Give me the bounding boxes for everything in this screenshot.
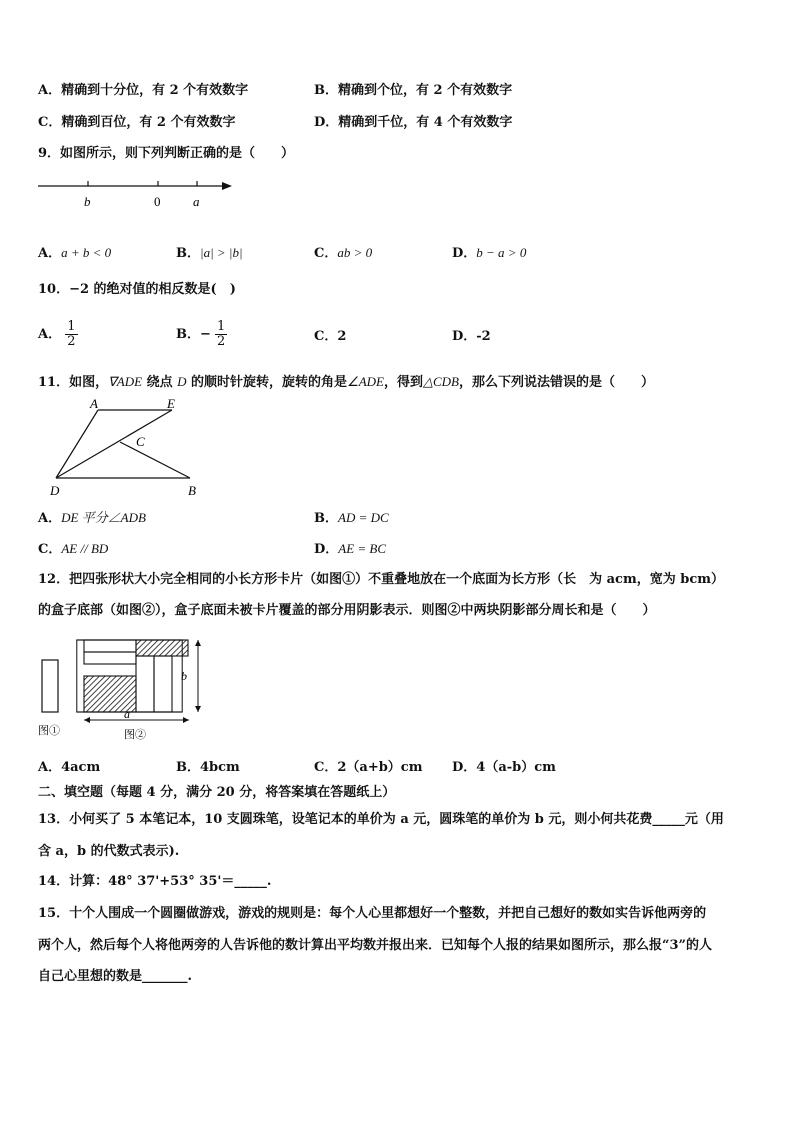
q9-option-d-letter: D． bbox=[452, 246, 477, 261]
q11-stem-math4: △CDB bbox=[423, 374, 459, 389]
q9-option-c bbox=[314, 244, 372, 263]
q10-option-b bbox=[176, 320, 227, 349]
q9-option-b-math: |a| > |b| bbox=[200, 245, 243, 260]
q12-option-c: C．2（a+b）cm bbox=[314, 760, 423, 775]
q11-option-a bbox=[38, 509, 146, 528]
q11-stem-part2: 绕点 bbox=[142, 375, 178, 390]
fig1-card bbox=[42, 660, 58, 712]
segment-da bbox=[56, 410, 98, 478]
label-d: D bbox=[50, 483, 60, 498]
q11-stem-part5: ，那么下列说法错误的是（ ） bbox=[459, 375, 655, 390]
q11-option-d bbox=[314, 540, 386, 559]
q11-option-b bbox=[314, 509, 389, 528]
fraction-numerator: 1 bbox=[217, 319, 226, 334]
q9-option-d bbox=[452, 244, 526, 263]
q11-stem-math1: ∇ADE bbox=[108, 374, 143, 389]
q9-stem: 9．如图所示，则下列判断正确的是（ ） bbox=[38, 146, 295, 161]
q11-stem-part4: ，得到 bbox=[383, 375, 423, 390]
q11-option-c bbox=[38, 540, 108, 559]
q9-option-a-letter: A． bbox=[38, 246, 62, 261]
q10-option-a-letter: A． bbox=[38, 327, 62, 342]
shaded-region-top bbox=[136, 640, 188, 656]
q10-option-a-fraction bbox=[65, 320, 77, 349]
label-b: b bbox=[84, 194, 91, 209]
q13-line2: 含 a，b 的代数式表示). bbox=[38, 844, 180, 859]
label-b: B bbox=[188, 483, 196, 498]
q9-option-d-math: b − a > 0 bbox=[476, 245, 527, 260]
q15-line1: 15．十个人围成一个圆圈做游戏，游戏的规则是：每个人心里都想好一个整数，并把自己想好的数如实告诉他两旁的 bbox=[38, 906, 707, 921]
q9-option-a bbox=[38, 244, 111, 263]
q10-option-b-letter: B．− bbox=[176, 327, 211, 342]
q10-stem: 10．−2 的绝对值的相反数是( ) bbox=[38, 282, 236, 297]
q11-option-a-letter: A． bbox=[38, 511, 62, 526]
q11-option-d-letter: D． bbox=[314, 542, 339, 557]
fraction-numerator: 1 bbox=[67, 319, 76, 334]
segment-cb bbox=[120, 442, 190, 478]
q11-stem bbox=[38, 373, 654, 392]
q8-option-d: D．精确到千位，有 4 个有效数字 bbox=[314, 115, 513, 130]
fig2-label: 图② bbox=[124, 729, 146, 741]
label-c: C bbox=[136, 434, 145, 449]
q8-option-a: A．精确到十分位，有 2 个有效数字 bbox=[38, 83, 249, 98]
q11-figure bbox=[40, 398, 220, 500]
q10-option-c: C．2 bbox=[314, 329, 347, 344]
q11-option-d-math: AE = BC bbox=[338, 541, 387, 556]
q11-option-a-math: DE 平分∠ADB bbox=[61, 510, 146, 525]
label-a: A bbox=[90, 398, 98, 411]
q12-option-d: D．4（a-b）cm bbox=[452, 760, 556, 775]
q14: 14．计算：48° 37'+53° 35'＝_____. bbox=[38, 874, 272, 889]
q9-option-c-math: ab > 0 bbox=[337, 245, 373, 260]
q9-option-b bbox=[176, 244, 243, 263]
q8-option-c: C．精确到百位，有 2 个有效数字 bbox=[38, 115, 236, 130]
q11-option-c-math: AE // BD bbox=[61, 541, 109, 556]
fig1-label: 图① bbox=[38, 725, 60, 737]
q11-option-c-letter: C． bbox=[38, 542, 62, 557]
label-a: a bbox=[193, 194, 200, 209]
q12-option-b: B．4bcm bbox=[176, 760, 240, 775]
dim-a-label: a bbox=[124, 707, 130, 721]
fig2-inner bbox=[84, 640, 188, 712]
q9-option-c-letter: C． bbox=[314, 246, 338, 261]
q9-option-a-math: a + b < 0 bbox=[61, 245, 112, 260]
q12-figure bbox=[36, 632, 206, 744]
dim-b-label: b bbox=[181, 669, 187, 683]
q15-line3: 自己心里想的数是_______. bbox=[38, 969, 193, 984]
label-e: E bbox=[167, 398, 175, 411]
q10-option-a bbox=[38, 320, 78, 349]
fraction-denominator: 2 bbox=[67, 334, 76, 349]
label-zero: 0 bbox=[154, 194, 161, 209]
number-line-arrow bbox=[222, 182, 232, 190]
q10-option-d: D．-2 bbox=[452, 329, 491, 344]
q11-option-b-math: AD = DC bbox=[338, 510, 389, 525]
q11-stem-part3: 的顺时针旋转，旋转的角是 bbox=[186, 375, 348, 390]
fraction-denominator: 2 bbox=[217, 334, 226, 349]
q12-stem-line2: 的盒子底部（如图②），盒子底面未被卡片覆盖的部分用阴影表示．则图②中两块阴影部分周长和是（ ） bbox=[38, 603, 656, 618]
q9-number-line bbox=[36, 172, 236, 212]
q13-line1: 13．小何买了 5 本笔记本，10 支圆珠笔，设笔记本的单价为 a 元，圆珠笔的单价为 b 元，则小何共花费_____元（用 bbox=[38, 812, 724, 827]
q8-option-b: B．精确到个位，有 2 个有效数字 bbox=[314, 83, 513, 98]
q12-option-a: A．4acm bbox=[38, 760, 101, 775]
q11-stem-math3: ∠ADE bbox=[347, 374, 384, 389]
segment-de bbox=[56, 410, 172, 478]
q11-stem-math2: D bbox=[177, 374, 187, 389]
q11-stem-part1: 11．如图， bbox=[38, 375, 109, 390]
section-heading: 二、填空题（每题 4 分，满分 20 分，将答案填在答题纸上） bbox=[38, 785, 396, 800]
q10-option-b-fraction bbox=[215, 320, 227, 349]
q9-option-b-letter: B． bbox=[176, 246, 200, 261]
q12-stem-line1: 12．把四张形状大小完全相同的小长方形卡片（如图①）不重叠地放在一个底面为长方形（长 为 acm，宽为 bcm） bbox=[38, 572, 724, 587]
q11-option-b-letter: B． bbox=[314, 511, 338, 526]
q15-line2: 两个人，然后每个人将他两旁的人告诉他的数计算出平均数并报出来．已知每个人报的结果如图所示，那么报“3”的人 bbox=[38, 938, 713, 953]
